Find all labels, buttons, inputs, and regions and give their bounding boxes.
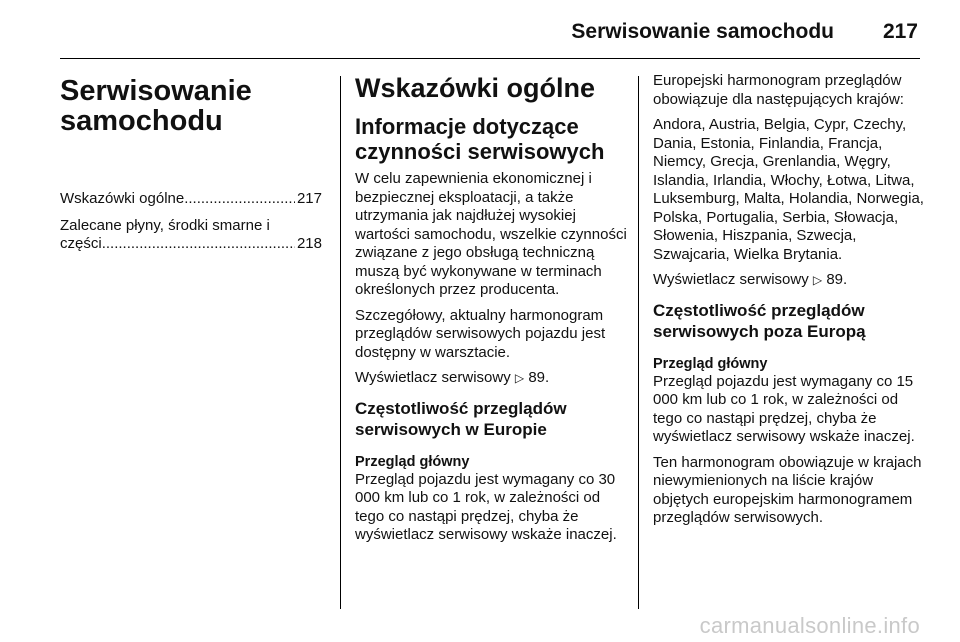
country-list: Andora, Austria, Belgia, Cypr, Czechy, Dania, Estonia, Finlandia, Francja, Niemcy, Grecja, Grenlandia, Węgry, Islandia, Irlandia, Włochy, Łotwa, Litwa, Luksemburg, Malta, Holandia, Norwegia, Polska, Portugalia, Serbia, Słowacja, Słowenia, Hiszpania, Szwecja, Szwajcaria, Wielka Brytania.	[653, 116, 924, 263]
running-title: Serwisowanie samochodu	[571, 20, 834, 43]
heading-main-service: Przegląd główny	[355, 453, 470, 470]
toc-entry[interactable]	[60, 217, 322, 254]
column-divider	[340, 76, 341, 609]
paragraph: Ten harmonogram obowiązuje w krajach niewymienionych na liście krajów objętych europejskim harmonogramem przeglądów serwisowych.	[653, 453, 922, 526]
toc-page: 217	[296, 190, 322, 207]
column-toc	[60, 72, 322, 254]
paragraph: Szczegółowy, aktualny harmonogram przeglądów serwisowych pojazdu jest dostępny w warsztacie.	[355, 306, 606, 361]
page-number: 217	[882, 20, 918, 43]
toc-leader	[184, 190, 295, 209]
section-title: Wskazówki ogólne	[355, 73, 596, 103]
cross-reference[interactable]: Wyświetlacz serwisowy ▷ 89.	[653, 271, 848, 288]
toc-label: Wskazówki ogólne	[60, 190, 185, 207]
reference-arrow-icon: ▷	[812, 273, 823, 287]
paragraph: W celu zapewnienia ekonomicznej i bezpiecznej eksploatacji, a także utrzymania jak najdłużej wysokiej wartości samochodu, wszelkie czynności związane z jego obsługą techniczną muszą być wykonywane w terminach określonych przez producenta.	[355, 170, 627, 298]
watermark: carmanualsonline.info	[699, 613, 920, 638]
toc-label: części	[60, 235, 102, 252]
paragraph: Europejski harmonogram przeglądów obowiązuje dla następujących krajów:	[653, 72, 904, 108]
toc-leader	[102, 235, 295, 254]
page-header	[0, 0, 960, 60]
paragraph: Przegląd pojazdu jest wymagany co 15 000 km lub co 1 rok, w zależności od tego co nastąpi prędzej, chyba że wyświetlacz serwisowy wskaże inaczej.	[653, 372, 915, 445]
column-divider	[638, 76, 639, 609]
column-schedule	[653, 72, 928, 535]
toc-page: 218	[296, 235, 322, 252]
chapter-title: Serwisowanie samochodu	[60, 75, 252, 137]
toc-label: Zalecane płyny, środki smarne i	[60, 216, 270, 234]
heading-outside-europe: Częstotliwość przeglądów serwisowych poza Europą	[653, 300, 866, 341]
heading-europe: Częstotliwość przeglądów serwisowych w Europie	[355, 398, 567, 439]
header-rule	[60, 58, 920, 59]
cross-reference[interactable]: Wyświetlacz serwisowy ▷ 89.	[355, 369, 550, 386]
column-general	[355, 72, 627, 552]
paragraph: Przegląd pojazdu jest wymagany co 30 000 km lub co 1 rok, w zależności od tego co nastąpi prędzej, chyba że wyświetlacz serwisowy wskaże inaczej.	[355, 470, 617, 543]
reference-arrow-icon: ▷	[514, 371, 525, 385]
toc-entry[interactable]	[60, 190, 322, 209]
heading-main-service: Przegląd główny	[653, 355, 768, 372]
subsection-title: Informacje dotyczące czynności serwisowych	[355, 114, 605, 164]
